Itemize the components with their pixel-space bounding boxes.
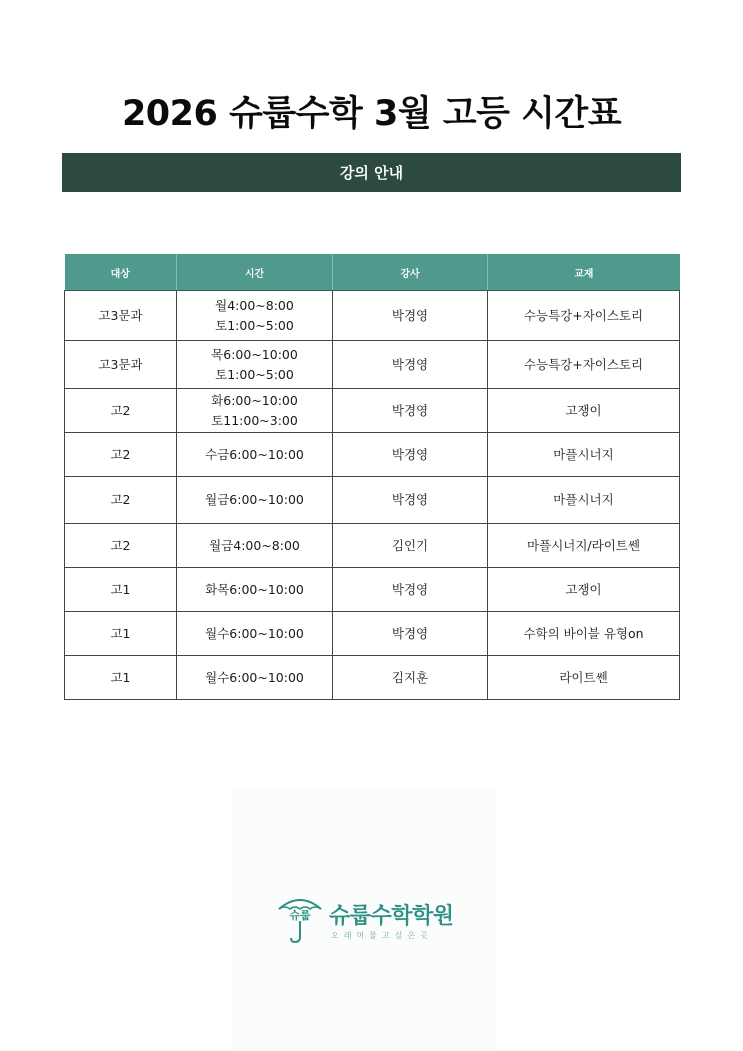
cell-book: 수학의 바이블 유형on xyxy=(488,612,680,656)
logo-mark-text: 슈룹 xyxy=(289,909,311,922)
table-row xyxy=(65,291,680,341)
table-row xyxy=(65,612,680,656)
cell-target: 고2 xyxy=(65,389,177,433)
time-line: 목6:00~10:00 xyxy=(211,346,298,362)
time-line: 토1:00~5:00 xyxy=(215,317,294,333)
cell-target: 고1 xyxy=(65,612,177,656)
cell-teacher: 박경영 xyxy=(333,291,488,341)
cell-target: 고2 xyxy=(65,524,177,568)
time-line: 수금6:00~10:00 xyxy=(205,446,304,462)
schedule-table xyxy=(64,254,680,700)
umbrella-icon xyxy=(277,893,323,943)
cell-book: 수능특강+자이스토리 xyxy=(488,341,680,389)
time-line: 토11:00~3:00 xyxy=(211,412,298,428)
cell-book: 고쟁이 xyxy=(488,389,680,433)
time-line: 월금4:00~8:00 xyxy=(209,537,300,553)
cell-teacher: 박경영 xyxy=(333,568,488,612)
cell-teacher: 박경영 xyxy=(333,612,488,656)
cell-time xyxy=(177,656,333,700)
section-banner xyxy=(62,153,681,192)
time-line: 월금6:00~10:00 xyxy=(205,492,304,507)
time-line: 토1:00~5:00 xyxy=(215,366,294,382)
cell-book: 라이트쎈 xyxy=(488,656,680,700)
time-line: 월수6:00~10:00 xyxy=(205,669,304,685)
cell-time xyxy=(177,433,333,477)
cell-target: 고1 xyxy=(65,656,177,700)
cell-target: 고2 xyxy=(65,477,177,524)
table-row xyxy=(65,477,680,524)
cell-book: 고쟁이 xyxy=(488,568,680,612)
logo-name: 슈룹수학학원 xyxy=(329,904,454,929)
cell-teacher: 김지훈 xyxy=(333,656,488,700)
section-banner-label: 강의 안내 xyxy=(339,164,404,182)
cell-teacher: 박경영 xyxy=(333,341,488,389)
cell-target: 고3문과 xyxy=(65,341,177,389)
table-header-row xyxy=(65,254,680,291)
cell-book: 마플시너지/라이트쎈 xyxy=(488,524,680,568)
header-time: 시간 xyxy=(177,254,333,291)
cell-time xyxy=(177,477,333,524)
table-row xyxy=(65,389,680,433)
header-target: 대상 xyxy=(65,254,177,291)
time-line: 화목6:00~10:00 xyxy=(205,581,304,597)
cell-time xyxy=(177,524,333,568)
cell-time xyxy=(177,612,333,656)
page-title: 2026 슈룹수학 3월 고등 시간표 xyxy=(121,94,622,134)
cell-time xyxy=(177,389,333,433)
time-line: 월수6:00~10:00 xyxy=(205,625,304,641)
time-line: 화6:00~10:00 xyxy=(211,392,298,408)
cell-book: 마플시너지 xyxy=(488,477,680,524)
table-row xyxy=(65,524,680,568)
logo-slogan: 오래머물고싶은곳 xyxy=(331,931,433,940)
header-teacher: 강사 xyxy=(333,254,488,291)
table-row xyxy=(65,656,680,700)
table-row xyxy=(65,568,680,612)
cell-time xyxy=(177,568,333,612)
cell-target: 고3문과 xyxy=(65,291,177,341)
table-row xyxy=(65,433,680,477)
cell-teacher: 박경영 xyxy=(333,433,488,477)
cell-time xyxy=(177,291,333,341)
header-book: 교재 xyxy=(488,254,680,291)
cell-time xyxy=(177,341,333,389)
cell-target: 고1 xyxy=(65,568,177,612)
cell-teacher: 박경영 xyxy=(333,389,488,433)
cell-book: 수능특강+자이스토리 xyxy=(488,291,680,341)
cell-target: 고2 xyxy=(65,433,177,477)
time-line: 월4:00~8:00 xyxy=(215,297,294,313)
cell-book: 마플시너지 xyxy=(488,433,680,477)
cell-teacher: 박경영 xyxy=(333,477,488,524)
table-row xyxy=(65,341,680,389)
cell-teacher: 김인기 xyxy=(333,524,488,568)
